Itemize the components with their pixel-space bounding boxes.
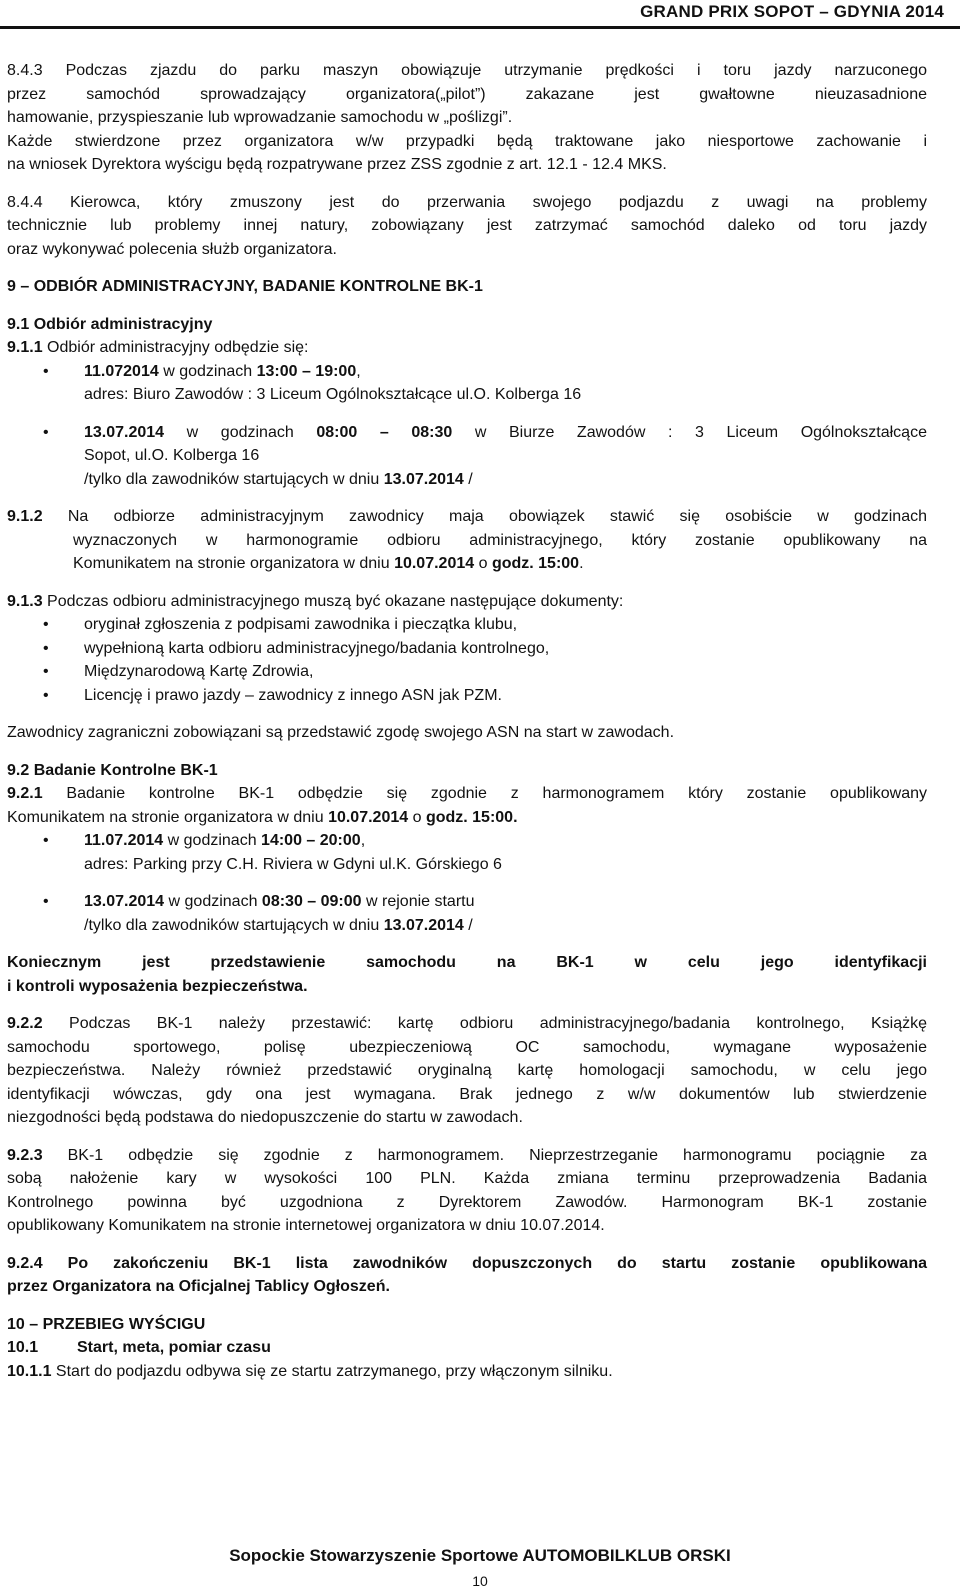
- para-text: Odbiór administracyjny odbędzie się:: [42, 339, 309, 356]
- text-line: 8.4.3 Podczas zjazdu do parku maszyn obowiązuje utrzymanie prędkości i toru jazdy narzuconego: [7, 62, 927, 79]
- header-title: GRAND PRIX SOPOT – GDYNIA 2014: [640, 2, 944, 21]
- list-text: Międzynarodową Kartę Zdrowia,: [84, 663, 314, 680]
- text-line: przez samochód sprowadzający organizatora(„pilot”) zakazane jest gwałtowne nieuzasadnione: [7, 85, 927, 103]
- date: 10.07.2014: [394, 555, 475, 572]
- para-text: BK-1 odbędzie się zgodnie z harmonogramem. Nieprzestrzeganie harmonogramu pociągnie za: [42, 1146, 927, 1164]
- bullet-icon: •: [43, 362, 49, 380]
- paragraph-8-4-4: [7, 191, 927, 262]
- bullet-icon: •: [43, 686, 49, 704]
- text-line: Kontrolnego powinna być uzgodniona z Dyrektorem Zawodów. Harmonogram BK-1 zostanie: [7, 1193, 927, 1211]
- para-number: 9.1.2: [7, 508, 43, 525]
- para-text: Podczas odbioru administracyjnego muszą być okazane następujące dokumenty:: [42, 592, 624, 610]
- text-line: opublikowany Komunikatem na stronie internetowej organizatora w dniu 10.07.2014.: [7, 1217, 605, 1234]
- text: ,: [356, 362, 361, 380]
- text: w godzinach: [164, 893, 262, 910]
- section-9-heading: 9 – ODBIÓR ADMINISTRACYJNY, BADANIE KONTROLNE BK-1: [7, 278, 483, 295]
- list-item: [7, 890, 927, 937]
- page-number: 10: [472, 1573, 488, 1589]
- footer-organization: Sopockie Stowarzyszenie Sportowe AUTOMOBILKLUB ORSKI: [229, 1546, 731, 1565]
- para-text: Na odbiorze administracyjnym zawodnicy maja obowiązek stawić się osobiście w godzinach: [42, 508, 927, 525]
- date: 11.07.2014: [84, 832, 164, 849]
- bullet-icon: •: [43, 639, 49, 657]
- text-line: samochodu sportowego, polisę ubezpieczeniową OC samochodu, wymagane wyposażenie: [7, 1038, 927, 1056]
- paragraph-9-2-4: [7, 1252, 927, 1299]
- bullet-icon: •: [43, 663, 49, 680]
- text-line: Każde stwierdzone przez organizatora w/w przypadki będą traktowane jako niesportowe zachowanie i: [7, 132, 927, 150]
- text: /tylko dla zawodników startujących w dniu: [84, 470, 384, 488]
- text: w godzinach: [164, 423, 317, 441]
- para-number: 10.1: [7, 1339, 39, 1356]
- list-item: [7, 660, 927, 684]
- address-line: adres: Biuro Zawodów : 3 Liceum Ogólnokształcące ul.O. Kolberga 16: [84, 386, 582, 403]
- text-line: wyznaczonych w harmonogramie odbioru administracyjnego, który zostanie opublikowany na: [73, 531, 927, 549]
- note-line: [84, 468, 927, 492]
- date: 11.072014: [84, 362, 159, 380]
- list-item: [7, 421, 927, 492]
- paragraph-9-1-1: [7, 336, 927, 360]
- text-line: na wniosek Dyrektora wyścigu będą rozpatrywane przez ZSS zgodnie z art. 12.1 - 12.4 MKS.: [7, 156, 667, 173]
- bullet-icon: •: [43, 423, 49, 441]
- text: Komunikatem na stronie organizatora w dniu: [7, 808, 329, 826]
- time: godz. 15:00.: [425, 808, 518, 826]
- para-text: Podczas BK-1 należy przestawić: kartę odbioru administracyjnego/badania kontrolnego, Książkę: [42, 1015, 927, 1032]
- text-line: sobą nałożenie kary w wysokości 100 PLN. Każda zmiana terminu przeprowadzenia Badania: [7, 1170, 927, 1187]
- text-line: bezpieczeństwa. Należy również przedstawić oryginalną kartę homologacji samochodu, w celu jego: [7, 1062, 927, 1079]
- paragraph-8-4-3: [7, 59, 927, 177]
- date: 13.07.2014: [383, 470, 464, 488]
- address-line: Sopot, ul.O. Kolberga 16: [84, 447, 260, 464]
- heading-text: Start, meta, pomiar czasu: [77, 1339, 271, 1356]
- date: 13.07.2014: [383, 916, 464, 934]
- para-number: 9.2.1: [7, 785, 43, 802]
- text-line: Koniecznym jest przedstawienie samochodu na BK-1 w celu jego identyfikacji: [7, 954, 927, 971]
- list-text: oryginał zgłoszenia z podpisami zawodnika i pieczątka klubu,: [84, 616, 518, 633]
- document-body: [7, 59, 927, 1383]
- header-rule: [0, 26, 960, 29]
- text: w Biurze Zawodów : 3 Liceum Ogólnokształcące: [452, 423, 927, 441]
- text-line: oraz wykonywać polecenia służb organizatora.: [7, 240, 337, 258]
- paragraph-9-1-2: [7, 505, 927, 576]
- text-line: 8.4.4 Kierowca, który zmuszony jest do przerwania swojego podjazdu z uwagi na problemy: [7, 193, 927, 211]
- time: godz. 15:00: [491, 555, 580, 572]
- para-number: 9.2.2: [7, 1015, 43, 1032]
- paragraph-10-1-1: [7, 1360, 927, 1384]
- text: .: [579, 555, 584, 572]
- text-line: i kontroli wyposażenia bezpieczeństwa.: [7, 977, 308, 995]
- foreign-competitors-note: Zawodnicy zagraniczni zobowiązani są przedstawić zgodę swojego ASN na start w zawodach.: [7, 724, 675, 741]
- section-10-1-heading: [7, 1336, 927, 1360]
- list-text: wypełnioną karta odbioru administracyjnego/badania kontrolnego,: [84, 639, 550, 657]
- para-number: 9.1.1: [7, 339, 43, 356]
- text: /: [463, 916, 473, 934]
- text: o: [474, 555, 492, 572]
- text-line: identyfikacji wówczas, gdy ona jest wymagana. Brak jednego z w/w dokumentów lub stwierdzenie: [7, 1085, 927, 1103]
- section-9-1-heading: 9.1 Odbiór administracyjny: [7, 315, 213, 333]
- para-text: Badanie kontrolne BK-1 odbędzie się zgodnie z harmonogramem który zostanie opublikowany: [42, 785, 927, 802]
- list-item: [7, 613, 927, 637]
- para-number: 9.1.3: [7, 592, 43, 610]
- note-line: [84, 914, 927, 938]
- section-9-2-heading: 9.2 Badanie Kontrolne BK-1: [7, 761, 218, 779]
- text: /: [463, 470, 473, 488]
- bullet-icon: •: [43, 616, 49, 633]
- time: 14:00 – 20:00: [261, 832, 361, 849]
- date: 13.07.2014: [84, 893, 165, 910]
- bullet-icon: •: [43, 893, 49, 910]
- para-text: Start do podjazdu odbywa się ze startu zatrzymanego, przy włączonym silniku.: [51, 1362, 613, 1380]
- list-item: [7, 829, 927, 876]
- para-number: 10.1.1: [7, 1362, 52, 1380]
- page-header: [0, 0, 960, 26]
- list-item: [7, 360, 927, 407]
- mandatory-inspection-note: [7, 951, 927, 998]
- date: 13.07.2014: [84, 423, 165, 441]
- time: 13:00 – 19:00: [256, 362, 357, 380]
- text-line: 9.2.4 Po zakończeniu BK-1 lista zawodników dopuszczonych do startu zostanie opublikowana: [7, 1254, 927, 1272]
- text: w rejonie startu: [361, 893, 475, 910]
- time: 08:00 – 08:30: [316, 423, 453, 441]
- text: ,: [360, 832, 366, 849]
- bullet-icon: •: [43, 832, 49, 849]
- paragraph-9-2-3: [7, 1144, 927, 1238]
- paragraph-9-2-1: [7, 782, 927, 829]
- address-line: adres: Parking przy C.H. Riviera w Gdyni ul.K. Górskiego 6: [84, 855, 502, 873]
- list-item: [7, 684, 927, 708]
- text: w godzinach: [158, 362, 257, 380]
- paragraph-9-1-3: [7, 590, 927, 614]
- text: /tylko dla zawodników startujących w dniu: [84, 916, 384, 934]
- text-line: [7, 552, 927, 576]
- time: 08:30 – 09:00: [261, 893, 362, 910]
- text-line: przez Organizatora na Oficjalnej Tablicy Ogłoszeń.: [7, 1278, 390, 1295]
- text: Komunikatem na stronie organizatora w dniu: [73, 555, 395, 572]
- list-text: Licencję i prawo jazdy – zawodnicy z innego ASN jak PZM.: [84, 686, 502, 704]
- paragraph-9-2-2: [7, 1012, 927, 1130]
- text-line: technicznie lub problemy innej natury, zobowiązany jest zatrzymać samochód daleko od toru jazdy: [7, 217, 927, 234]
- text: o: [408, 808, 426, 826]
- date: 10.07.2014: [328, 808, 409, 826]
- documents-list: [7, 613, 927, 707]
- text-line: hamowanie, przyspieszanie lub wprowadzanie samochodu w „poślizgi”.: [7, 109, 513, 126]
- para-number: 9.2.3: [7, 1146, 43, 1164]
- text: w godzinach: [163, 832, 262, 849]
- list-item: [7, 637, 927, 661]
- section-10-heading: 10 – PRZEBIEG WYŚCIGU: [7, 1315, 206, 1333]
- text-line: [7, 806, 927, 830]
- text-line: niezgodności będą podstawa do niedopuszczenie do startu w zawodach.: [7, 1109, 523, 1126]
